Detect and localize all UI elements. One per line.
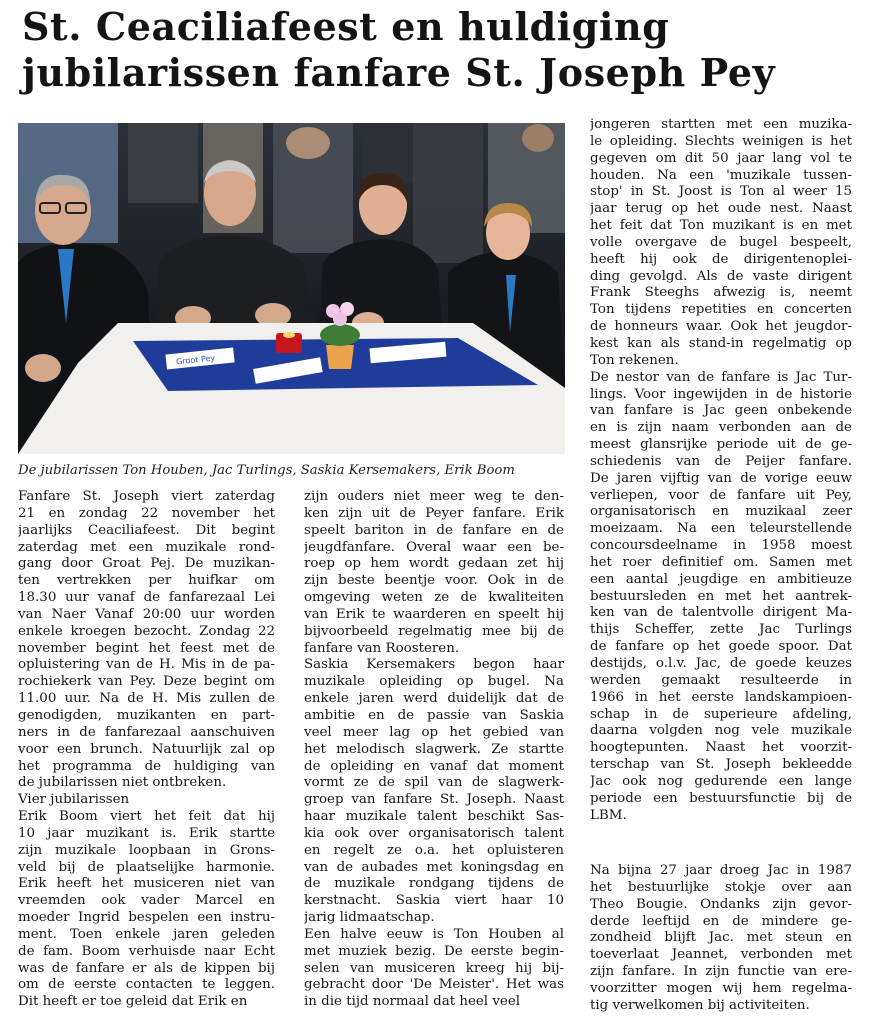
text-line: omgeving weten ze de kwaliteiten bbox=[304, 590, 564, 606]
text-line: hoogtepunten. Naast het voorzit- bbox=[590, 740, 852, 756]
text-line: Na bijna 27 jaar droeg Jac in 1987 bbox=[590, 863, 852, 878]
text-line: gebracht door 'De Meister'. Het was bbox=[304, 977, 564, 993]
text-column-3 bbox=[590, 117, 852, 824]
text-line: enkele kroegen bezocht. Zondag 22 bbox=[18, 623, 275, 639]
text-line: Een halve eeuw is Ton Houben al bbox=[304, 926, 564, 942]
text-line: Dit heeft er toe geleid dat Erik en bbox=[18, 994, 248, 1010]
text-line: ken zijn uit de Peyer fanfare. Erik bbox=[304, 505, 564, 521]
text-line: daarna volgden nog vele muzikale bbox=[590, 723, 852, 739]
text-line: was de fanfare er als de kippen bij bbox=[18, 960, 275, 976]
text-line: zijn ouders niet meer weg te den- bbox=[304, 489, 564, 504]
text-line: kest kan als stand-in regelmatig op bbox=[590, 335, 852, 351]
text-line: het melodisch slagwerk. Ze startte bbox=[304, 741, 564, 757]
text-line: roep op hem wordt gedaan zet hij bbox=[304, 556, 564, 572]
text-line: ding gevolgd. Als de vaste dirigent bbox=[590, 268, 852, 284]
text-line: 1966 in het eerste landskampioen- bbox=[590, 689, 852, 705]
text-line: organisatorisch en muzikaal zeer bbox=[590, 504, 852, 520]
text-line: Erik Boom viert het feit dat hij bbox=[18, 809, 275, 825]
text-line: le opleiding. Slechts weinigen is het bbox=[590, 133, 852, 149]
text-line: Saskia Kersemakers begon haar bbox=[304, 657, 564, 673]
text-line: van Naer Vanaf 20:00 uur worden bbox=[18, 606, 275, 622]
text-line: november begint het feest met de bbox=[18, 640, 275, 656]
text-line: jeugdfanfare. Overal waar een be- bbox=[304, 539, 564, 555]
text-line: ment. Toen enkele jaren geleden bbox=[18, 926, 275, 942]
text-line: het programma de huldiging van bbox=[18, 758, 275, 774]
text-line: selen van musiceren kreeg hij bij- bbox=[304, 960, 564, 976]
text-line: speelt bariton in de fanfare en de bbox=[304, 522, 564, 538]
text-line: van Erik te waarderen en speelt hij bbox=[304, 606, 564, 622]
photo-caption: De jubilarissen Ton Houben, Jac Turlings, Saskia Kersemakers, Erik Boom bbox=[18, 463, 515, 478]
text-line: De nestor van de fanfare is Jac Tur- bbox=[590, 369, 852, 385]
text-line: veel meer lag op het gebied van bbox=[304, 724, 564, 740]
text-line: LBM. bbox=[590, 807, 627, 823]
text-line: bestuursleden en met het aantrek- bbox=[590, 588, 852, 604]
text-line: zijn fanfare. In zijn functie van ere- bbox=[590, 964, 852, 980]
text-line: tig verwelkomen bij activiteiten. bbox=[590, 997, 810, 1013]
text-line: in die tijd normaal dat heel veel bbox=[304, 994, 521, 1010]
text-line: ambitie en de passie van Saskia bbox=[304, 707, 564, 723]
text-line: Theo Bougie. Ondanks zijn gevor- bbox=[590, 896, 852, 912]
text-line: De jaren vijftig van de vorige eeuw bbox=[590, 470, 852, 486]
text-line: ten vertrekken per huifkar om bbox=[18, 573, 275, 589]
text-line: zijn muzikale loopbaan in Grons- bbox=[18, 842, 275, 858]
text-line: toeverlaat Jeannet, verbonden met bbox=[590, 947, 852, 963]
text-line: de fam. Boom verhuisde naar Echt bbox=[18, 943, 275, 959]
text-line: opluistering van de H. Mis in de pa- bbox=[18, 657, 275, 673]
text-line: een aantal jeugdige en ambitieuze bbox=[590, 571, 852, 587]
article-headline bbox=[22, 4, 867, 96]
text-line: zaterdag met een muzikale rond- bbox=[18, 539, 275, 555]
text-line: heeft hij ook de dirigentenoplei- bbox=[590, 251, 852, 267]
text-line: derde leeftijd en de mindere ge- bbox=[590, 913, 852, 929]
text-line: Jac ook nog gedurende een lange bbox=[590, 773, 852, 789]
text-line: zondheid blijft Jac. met steun en bbox=[590, 930, 852, 946]
headline-line-1: St. Ceaciliafeest en huldiging bbox=[22, 4, 670, 49]
text-line: de opleiding en vanaf dat moment bbox=[304, 758, 564, 774]
text-line: bijvoorbeeld regelmatig mee bij de bbox=[304, 623, 564, 639]
text-line: jarig lidmaatschap. bbox=[304, 910, 435, 926]
text-line: muzikale opleiding op bugel. Na bbox=[304, 674, 564, 690]
text-line: met muziek bezig. De eerste begin- bbox=[304, 943, 564, 959]
text-line: thijs Scheffer, zette Jac Turlings bbox=[590, 622, 852, 638]
text-line: de honneurs waar. Ook het jeugdor- bbox=[590, 319, 852, 335]
text-line: enkele jaren werd duidelijk dat de bbox=[304, 691, 564, 707]
text-line: ken van de talentvolle dirigent Ma- bbox=[590, 605, 852, 621]
text-line: het roer definitief om. Samen met bbox=[590, 554, 852, 570]
text-line: kia ook over organisatorisch talent bbox=[304, 825, 564, 841]
text-line: 18.30 uur vanaf de fanfarezaal Lei bbox=[18, 590, 275, 606]
text-line: gang door Groat Pej. De muzikan- bbox=[18, 556, 275, 572]
text-line: jaarlijks Ceaciliafeest. Dit begint bbox=[18, 522, 275, 538]
text-line: lings. Voor ingewijden in de historie bbox=[590, 386, 852, 402]
text-line: concoursdeelname in 1958 moest bbox=[590, 538, 852, 554]
jubilarians-photo bbox=[18, 123, 565, 454]
text-line: de muzikale rondgang tijdens de bbox=[304, 876, 564, 892]
text-line: schiedenis van de Peijer fanfare. bbox=[590, 453, 852, 469]
text-line: fanfare van Roosteren. bbox=[304, 640, 460, 656]
text-line: rochiekerk van Pey. Deze begint om bbox=[18, 674, 275, 690]
text-line: 10 jaar muzikant is. Erik startte bbox=[18, 825, 275, 841]
photo-illustration bbox=[18, 123, 565, 454]
text-line: jongeren startten met een muzika- bbox=[590, 117, 852, 132]
text-line: het bestuurlijke stokje over aan bbox=[590, 879, 852, 895]
text-line: moeizaam. Na een teleurstellende bbox=[590, 521, 852, 537]
text-line: van de aubades met koningsdag en bbox=[304, 859, 564, 875]
text-line: destijds, o.l.v. Jac, de goede keuzes bbox=[590, 656, 852, 671]
text-line: moeder Ingrid bespelen een instru- bbox=[18, 910, 275, 926]
text-line: zijn beste beentje voor. Ook in de bbox=[304, 573, 564, 589]
text-line: Vier jubilarissen bbox=[18, 792, 130, 808]
text-line: om de eerste contacten te leggen. bbox=[18, 977, 275, 993]
text-column-1 bbox=[18, 489, 275, 1011]
background-crowd bbox=[18, 123, 565, 263]
text-line: verliepen, voor de fanfare uit Pey, bbox=[590, 487, 852, 503]
text-line: voor een brunch. Natuurlijk zal op bbox=[18, 741, 275, 757]
text-line: genodigden, muzikanten en part- bbox=[18, 707, 275, 723]
text-line: Ton tijdens repetities en concerten bbox=[590, 302, 852, 318]
text-line: werden gemaakt resulteerde in bbox=[590, 672, 852, 688]
napkin-text: Groot Pey bbox=[175, 353, 216, 367]
text-line: Frank Steeghs afwezig is, neemt bbox=[590, 285, 852, 301]
text-line: terschap van St. Joseph bekleedde bbox=[590, 757, 852, 773]
text-line: de jubilarissen niet ontbreken. bbox=[18, 775, 227, 791]
text-line: 21 en zondag 22 november het bbox=[18, 505, 275, 521]
text-line: van fanfare is Jac geen onbekende bbox=[590, 403, 852, 419]
text-line: 11.00 uur. Na de H. Mis zullen de bbox=[18, 691, 275, 707]
text-line: Erik heeft het musiceren niet van bbox=[18, 876, 275, 892]
text-line: periode een bestuursfunctie bij de bbox=[590, 790, 852, 806]
text-line: houden. Na een 'muzikale tussen- bbox=[590, 167, 852, 183]
text-line: haar muzikale talent beschikt Sas- bbox=[304, 809, 564, 825]
text-line: jaar terug op het oude nest. Naast bbox=[590, 201, 852, 217]
text-line: en regelt ze o.a. het opluisteren bbox=[304, 842, 564, 858]
text-column-3-continued bbox=[590, 863, 852, 1015]
text-line: vreemden ook vader Marcel en bbox=[18, 893, 275, 909]
text-line: de fanfare op het goede spoor. Dat bbox=[590, 639, 852, 655]
text-line: groep van fanfare St. Joseph. Naast bbox=[304, 792, 564, 808]
text-column-2 bbox=[304, 489, 564, 1011]
text-line: gegeven om dit 50 jaar lang vol te bbox=[590, 150, 852, 166]
text-line: vormt ze de spil van de slagwerk- bbox=[304, 775, 564, 791]
text-line: kerstnacht. Saskia viert haar 10 bbox=[304, 893, 564, 909]
text-line: het feit dat Ton muzikant is en met bbox=[590, 218, 852, 234]
text-line: veld bij de plaatselijke harmonie. bbox=[18, 859, 275, 875]
text-line: Fanfare St. Joseph viert zaterdag bbox=[18, 489, 275, 504]
text-line: Ton rekenen. bbox=[590, 352, 679, 368]
headline-line-2: jubilarissen fanfare St. Joseph Pey bbox=[22, 50, 776, 95]
text-line: en is zijn naam verbonden aan de bbox=[590, 420, 852, 436]
text-line: volle overgave de bugel bespeelt, bbox=[590, 234, 852, 250]
text-line: ners in de fanfarezaal aanschuiven bbox=[18, 724, 275, 740]
text-line: schap in de superieure afdeling, bbox=[590, 706, 852, 722]
text-line: stop' in St. Joost is Ton al weer 15 bbox=[590, 184, 852, 200]
text-line: meest glansrijke periode uit de ge- bbox=[590, 437, 852, 453]
text-line: voorzitter mogen wij hem regelma- bbox=[590, 980, 852, 996]
